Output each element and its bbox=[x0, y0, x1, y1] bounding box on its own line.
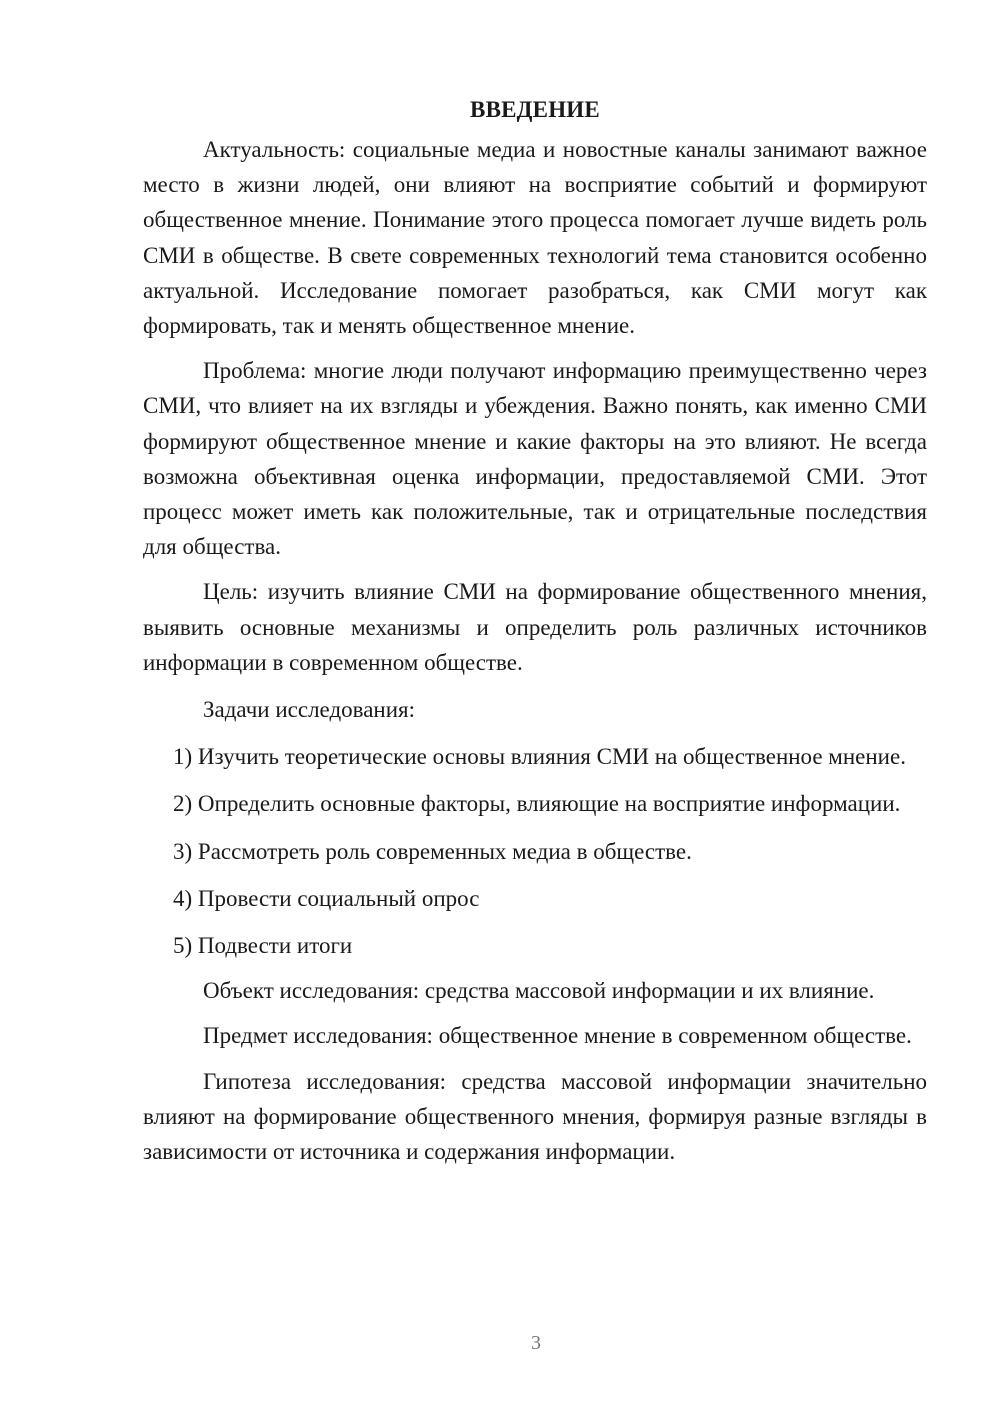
paragraph-object: Объект исследования: средства массовой информации и их влияние. bbox=[203, 978, 875, 1004]
paragraph-problem: Проблема: многие люди получают информацию преимущественно через СМИ, что влияет на их взгляды и убеждения. Важно понять, как именно СМИ формируют общественное мнение и какие факторы на это влияют. Не всегда возможна объективная оценка информации, предоставляемой СМИ. Этот процесс может иметь как положительные, так и отрицательные последствия для общества. bbox=[143, 358, 927, 560]
task-item-1: 1) Изучить теоретические основы влияния СМИ на общественное мнение. bbox=[173, 744, 906, 770]
tasks-heading: Задачи исследования: bbox=[203, 697, 416, 723]
task-item-4: 4) Провести социальный опрос bbox=[173, 885, 480, 911]
section-title: ВВЕДЕНИЕ bbox=[470, 97, 600, 122]
paragraph-hypothesis: Гипотеза исследования: средства массовой информации значительно влияют на формирование общественного мнения, формируя разные взгляды в зависимости от источника и содержания информации. bbox=[143, 1068, 927, 1165]
task-item-3: 3) Рассмотреть роль современных медиа в обществе. bbox=[173, 838, 692, 864]
page-content bbox=[143, 92, 927, 1169]
paragraph-relevance: Актуальность: социальные медиа и новостные каналы занимают важное место в жизни людей, они влияют на восприятие событий и формируют общественное мнение. Понимание этого процесса помогает лучше видеть роль СМИ в обществе. В свете современных технологий тема становится особенно актуальной. Исследование помогает разобраться, как СМИ могут как формировать, так и менять общественное мнение. bbox=[143, 137, 927, 339]
task-item-5: 5) Подвести итоги bbox=[173, 933, 353, 959]
page-number: 3 bbox=[531, 1332, 541, 1354]
paragraph-subject: Предмет исследования: общественное мнение в современном обществе. bbox=[203, 1023, 912, 1049]
tasks-list bbox=[143, 739, 927, 963]
paragraph-goal: Цель: изучить влияние СМИ на формирование общественного мнения, выявить основные механизмы и определить роль различных источников информации в современном обществе. bbox=[143, 579, 927, 675]
task-item-2: 2) Определить основные факторы, влияющие на восприятие информации. bbox=[173, 791, 901, 817]
